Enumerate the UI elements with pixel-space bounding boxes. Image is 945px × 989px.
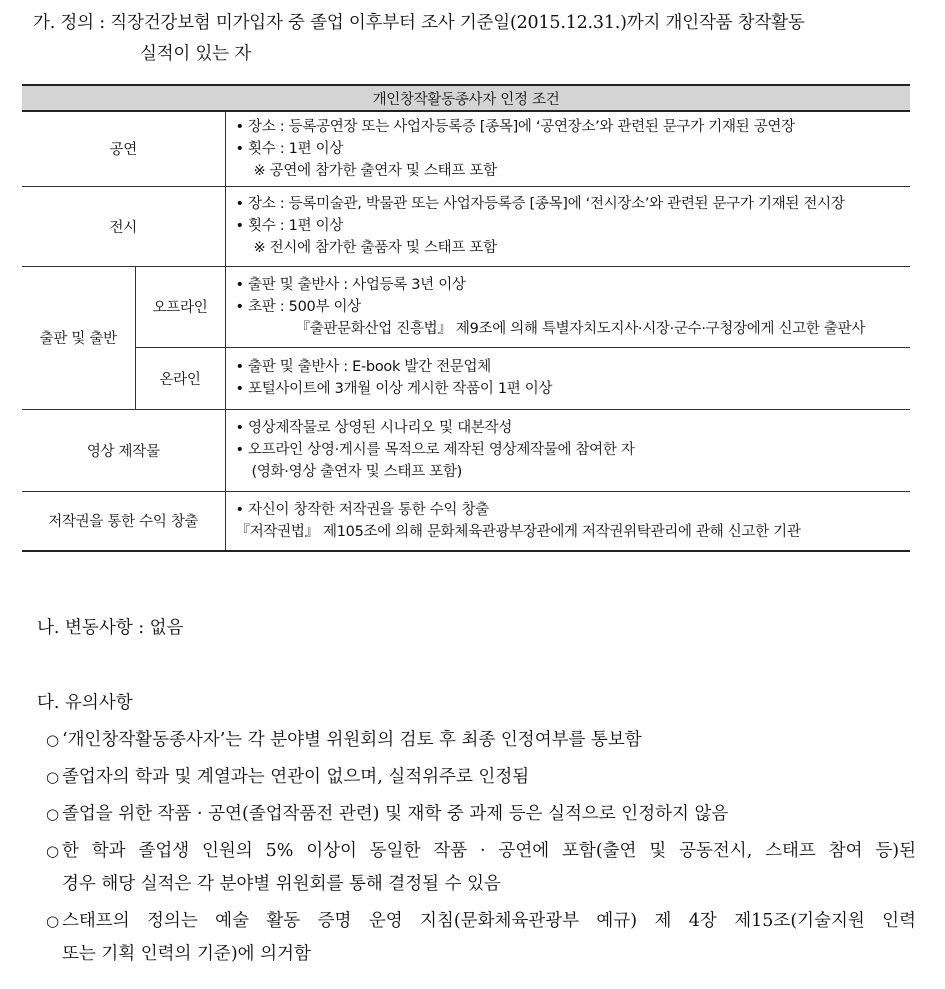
description-cell: [225, 111, 910, 186]
description-cell: [225, 491, 910, 551]
notes-list: [46, 724, 916, 975]
subcategory-cell: 오프라인: [135, 266, 225, 347]
category-cell: 저작권을 통한 수익 창출: [22, 491, 225, 551]
description-line: • 오프라인 상영·게시를 목적으로 제작된 영상제작물에 참여한 자: [235, 442, 635, 458]
table-header-row: [22, 85, 910, 111]
definition-section: [33, 8, 923, 70]
table-row-performance: [22, 111, 910, 186]
category-cell: 출판 및 출반: [22, 266, 135, 409]
description-line: • 출판 및 출반사 : 사업등록 3년 이상: [235, 276, 466, 293]
description-note: ※ 공연에 참가한 출연자 및 스태프 포함: [253, 162, 497, 179]
description-cell: [225, 186, 910, 266]
table-row-publishing-offline: [22, 266, 910, 347]
list-item: ○ 졸업을 위한 작품 · 공연(졸업작품전 관련) 및 재학 중 과제 등은 실적으로 인정하지 않음: [46, 798, 916, 831]
description-reference: 『저작권법』 제105조에 의해 문화체육관광부장관에게 저작권위탁관리에 관해 신고한 기관: [235, 523, 801, 540]
definition-text-line1: 직장건강보험 미가입자 중 졸업 이후부터 조사 기준일(2015.12.31.)까지 개인작품 창작활동: [110, 13, 805, 33]
table-row-copyright: [22, 491, 910, 551]
description-line: • 자신이 창작한 저작권을 통한 수익 창출: [235, 501, 489, 518]
description-line: • 횟수 : 1편 이상: [235, 140, 344, 157]
description-note: (영화·영상 출연자 및 스태프 포함): [251, 464, 462, 480]
definition-label: 가. 정의 :: [33, 13, 105, 33]
description-cell: [225, 409, 910, 491]
list-item: ○ 스태프의 정의는 예술 활동 증명 운영 지침(문화체육관광부 예규) 제 4장 제15조(기술지원 인력 또는 기획 인력의 기준)에 의거함: [46, 905, 916, 971]
description-line: • 출판 및 출반사 : E-book 발간 전문업체: [235, 359, 491, 375]
notes-title: 다. 유의사항: [37, 693, 133, 713]
description-cell: [225, 266, 910, 347]
table-row-publishing-online: [22, 347, 910, 409]
table-row-exhibition: [22, 186, 910, 266]
criteria-table: [22, 84, 910, 552]
circle-bullet-icon: ○: [46, 731, 60, 749]
changes-section: 나. 변동사항 : 없음: [37, 618, 184, 638]
circle-bullet-icon: ○: [46, 805, 60, 823]
description-line: • 횟수 : 1편 이상: [235, 218, 344, 234]
circle-bullet-icon: ○: [46, 768, 60, 786]
list-item: ○ 졸업자의 학과 및 계열과는 연관이 없으며, 실적위주로 인정됨: [46, 761, 916, 794]
description-line: • 포털사이트에 3개월 이상 게시한 작품이 1편 이상: [235, 381, 553, 397]
description-line: • 영상제작물로 상영된 시나리오 및 대본작성: [235, 420, 513, 436]
definition-text-line2: 실적이 있는 자: [140, 44, 251, 64]
category-cell: 영상 제작물: [22, 409, 225, 491]
category-cell: 전시: [22, 186, 225, 266]
list-item: ○ ‘개인창작활동종사자’는 각 분야별 위원회의 검토 후 최종 인정여부를 통보함: [46, 724, 916, 757]
circle-bullet-icon: ○: [46, 912, 60, 930]
description-line: • 장소 : 등록미술관, 박물관 또는 사업자등록증 [종목]에 ‘전시장소’와 관련된 문구가 기재된 전시장: [235, 196, 845, 212]
description-reference: 『출판문화산업 진흥법』 제9조에 의해 특별자치도지사·시장·군수·구청장에게 신고한 출판사: [295, 320, 866, 337]
list-item: ○ 한 학과 졸업생 인원의 5% 이상이 동일한 작품 · 공연에 포함(출연 및 공동전시, 스태프 참여 등)된 경우 해당 실적은 각 분야별 위원회를 통해 결정될 수 있음: [46, 835, 916, 901]
description-line: • 초판 : 500부 이상: [235, 298, 361, 315]
description-line: • 장소 : 등록공연장 또는 사업자등록증 [종목]에 ‘공연장소’와 관련된 문구가 기재된 공연장: [235, 118, 795, 135]
category-cell: 공연: [22, 111, 225, 186]
subcategory-cell: 온라인: [135, 347, 225, 409]
description-cell: [225, 347, 910, 409]
table-row-video: [22, 409, 910, 491]
circle-bullet-icon: ○: [46, 842, 60, 860]
description-note: ※ 전시에 참가한 출품자 및 스태프 포함: [253, 240, 497, 256]
table-header: 개인창작활동종사자 인정 조건: [22, 85, 910, 111]
